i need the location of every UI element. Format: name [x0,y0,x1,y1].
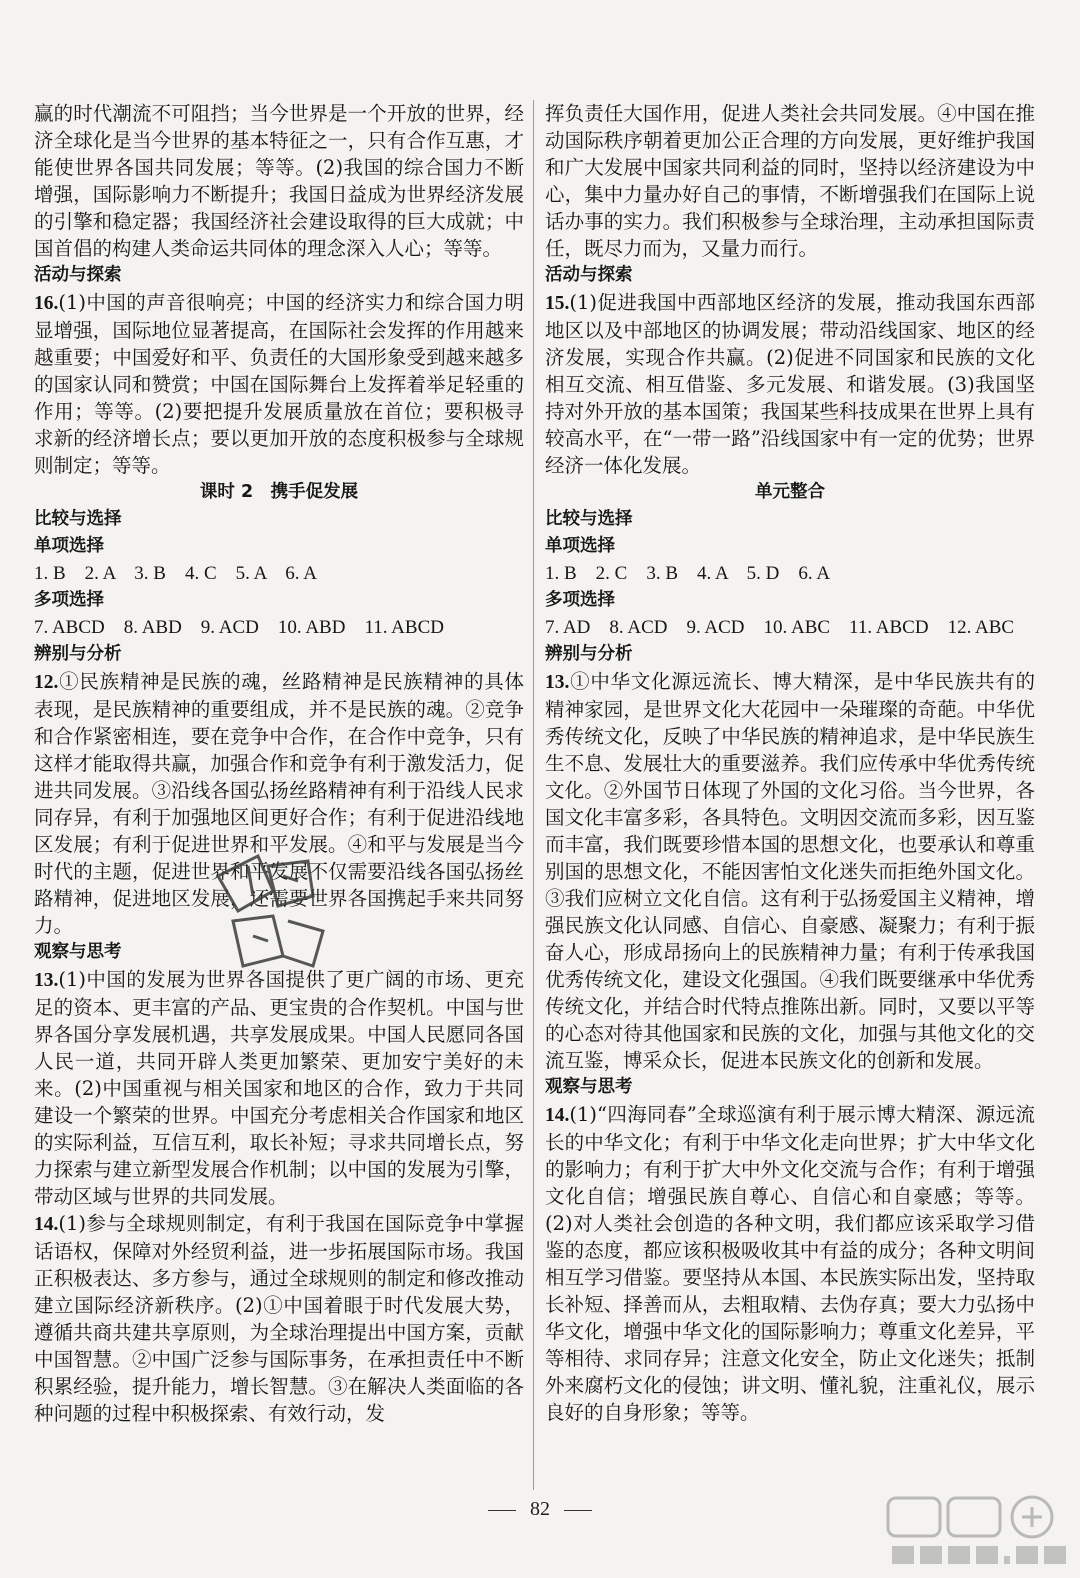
question-14-text: (1)“四海同春”全球巡演有利于展示博大精深、源远流长的中华文化；有利于中华文化走向世界；扩大中华文化的影响力；有利于扩大中外文化交流与合作；有利于增强文化自信；增强民族自尊心、自信心和自豪感；等等。(2)对人类社会创造的各种文明，我们都应该采取学习借鉴的态度，都应该积极吸收其中有益的成分；各种文明间相互学习借鉴。要坚持从本国、本民族实际出发，坚持取长补短、择善而从，去粗取精、去伪存真；要大力弘扬中华文化，增强中华文化的国际影响力；尊重文化差异，平等相待、求同存异；注意文化安全，防止文化迷失；抵制外来腐朽文化的侵蚀；讲文明、懂礼貌，注重礼仪，展示良好的自身形象；等等。 [545,1103,1035,1424]
right-column [545,100,1035,1426]
question-14 [34,1210,524,1427]
question-14 [545,1101,1035,1426]
left-column [34,100,524,1427]
left-intro-paragraph: 赢的时代潮流不可阻挡；当今世界是一个开放的世界，经济全球化是当今世界的基本特征之一，只有合作互惠，才能使世界各国共同发展；等等。(2)我国的综合国力不断增强，国际影响力不断提升；我国日益成为世界经济发展的引擎和稳定器；我国经济社会建设取得的巨大成就；中国首倡的构建人类命运共同体的理念深入人心；等等。 [34,102,524,260]
section-heading-compare: 比较与选择 [545,509,633,529]
question-number: 16. [34,293,59,314]
multi-choice-heading: 多项选择 [545,590,615,610]
section-heading-observe: 观察与思考 [34,942,122,962]
question-number: 12. [34,672,59,693]
section-heading-activity: 活动与探索 [34,265,122,285]
footer-dash-left [488,1510,516,1511]
question-number: 15. [545,293,570,314]
multi-choice-heading: 多项选择 [34,590,104,610]
question-15 [545,289,1035,479]
question-13 [34,966,524,1210]
multi-choice-answers: 7. AD 8. ACD 9. ACD 10. ABC 11. ABCD 12. ABC [545,617,1015,638]
question-number: 14. [545,1105,570,1126]
lesson-title: 课时 2 携手促发展 [199,482,359,502]
question-12-text: ①民族精神是民族的魂，丝路精神是民族精神的具体表现，是民族精神的重要组成，并不是民族的魂。②竞争和合作紧密相连，要在竞争中合作，在合作中竞争，只有这样才能取得共赢，加强合作和竞争有利于激发活力，促进共同发展。③沿线各国弘扬丝路精神有利于沿线人民求同存异，有利于加强地区间更好合作；有利于促进沿线地区发展；有利于促进世界和平发展。④和平与发展是当今时代的主题，促进世界和平发展不仅需要沿线各国弘扬丝路精神，促进地区发展，还需要世界各国携起手来共同努力。 [34,670,524,937]
section-heading-observe: 观察与思考 [545,1077,633,1097]
page-footer [0,1498,1080,1521]
ink-stamp-logo [198,836,348,986]
footer-dash-right [564,1510,592,1511]
question-16-text: (1)中国的声音很响亮；中国的经济实力和综合国力明显增强，国际地位显著提高，在国际社会发挥的作用越来越重要；中国爱好和平、负责任的大国形象受到越来越多的国家认同和赞赏；中国在国际舞台上发挥着举足轻重的作用；等等。(2)要把提升发展质量放在首位；要积极寻求新的经济增长点；要以更加开放的态度积极参与全球规则制定；等等。 [34,291,524,477]
question-number: 14. [34,1214,59,1235]
question-13-text: (1)中国的发展为世界各国提供了更广阔的市场、更充足的资本、更丰富的产品、更宝贵的合作契机。中国与世界各国分享发展机遇，共享发展成果。中国人民愿同各国人民一道，共同开辟人类更加繁荣、更加安宁美好的未来。(2)中国重视与相关国家和地区的合作，致力于共同建设一个繁荣的世界。中国充分考虑相关合作国家和地区的实际利益，互信互利，取长补短；寻求共同增长点，努力探索与建立新型发展合作机制；以中国的发展为引擎，带动区域与世界的共同发展。 [34,968,524,1208]
single-choice-answers: 1. B 2. A 3. B 4. C 5. A 6. A [34,563,317,584]
question-14-text: (1)参与全球规则制定，有利于我国在国际竞争中掌握话语权，保障对外经贸利益，进一步拓展国际市场。我国正积极表达、多方参与，通过全球规则的制定和修改推动建立国际经济新秩序。(2)①中国着眼于时代发展大势，遵循共商共建共享原则，为全球治理提出中国方案，贡献中国智慧。②中国广泛参与国际事务，在承担责任中不断积累经验，提升能力，增长智慧。③在解决人类面临的各种问题的过程中积极探索、有效行动，发 [34,1212,524,1425]
section-heading-analysis: 辨别与分析 [34,644,122,664]
page-number: 82 [530,1498,550,1520]
section-heading-compare: 比较与选择 [34,509,122,529]
column-divider [533,100,534,1490]
question-number: 13. [545,672,570,693]
question-16 [34,289,524,479]
unit-title: 单元整合 [755,482,825,502]
section-heading-analysis: 辨别与分析 [545,644,633,664]
question-13-text: ①中华文化源远流长、博大精深，是中华民族共有的精神家园，是世界文化大花园中一朵璀璨的奇葩。中华优秀传统文化，反映了中华民族的精神追求，是中华民族生生不息、发展壮大的重要滋养。我们应传承中华优秀传统文化。②外国节日体现了外国的文化习俗。当今世界，各国文化丰富多彩，各具特色。文明因交流而多彩，因互鉴而丰富，我们既要珍惜本国的思想文化，也要承认和尊重别国的思想文化，不能因害怕文化迷失而拒绝外国文化。③我们应树立文化自信。这有利于弘扬爱国主义精神，增强民族文化认同感、自信心、自豪感、凝聚力；有利于振奋人心，形成昂扬向上的民族精神力量；有利于传承我国优秀传统文化，建设文化强国。④我们既要继承中华优秀传统文化，并结合时代特点推陈出新。同时，又要以平等的心态对待其他国家和民族的文化，加强与其他文化的交流互鉴，博采众长，促进本民族文化的创新和发展。 [545,670,1035,1072]
single-choice-heading: 单项选择 [34,536,104,556]
multi-choice-answers: 7. ABCD 8. ABD 9. ACD 10. ABD 11. ABCD [34,617,444,638]
section-heading-activity: 活动与探索 [545,265,633,285]
question-number: 13. [34,970,59,991]
right-intro-paragraph: 挥负责任大国作用，促进人类社会共同发展。④中国在推动国际秩序朝着更加公正合理的方向发展，更好维护我国和广大发展中国家共同利益的同时，坚持以经济建设为中心，集中力量办好自己的事情，不断增强我们在国际上说话办事的实力。我们积极参与全球治理，主动承担国际责任，既尽力而为，又量力而行。 [545,102,1035,260]
single-choice-heading: 单项选择 [545,536,615,556]
question-15-text: (1)促进我国中西部地区经济的发展，推动我国东西部地区以及中部地区的协调发展；带动沿线国家、地区的经济发展，实现合作共赢。(2)促进不同国家和民族的文化相互交流、相互借鉴、多元发展、和谐发展。(3)我国坚持对外开放的基本国策；我国某些科技成果在世界上具有较高水平，在“一带一路”沿线国家中有一定的优势；世界经济一体化发展。 [545,291,1035,477]
single-choice-answers: 1. B 2. C 3. B 4. A 5. D 6. A [545,563,831,584]
question-13 [545,668,1035,1074]
